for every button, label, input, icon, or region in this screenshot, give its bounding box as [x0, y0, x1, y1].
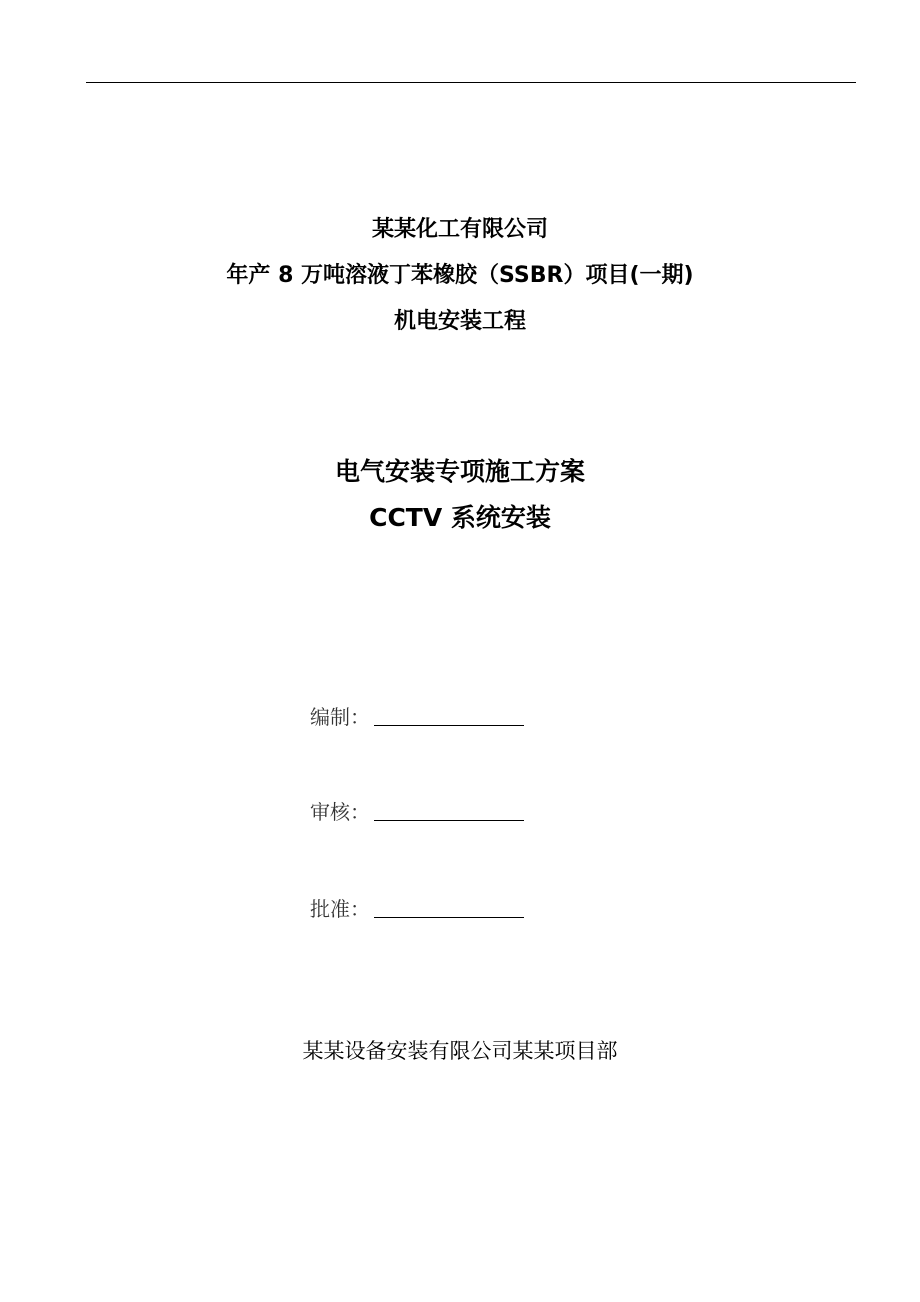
approve-signature-row [310, 892, 524, 922]
compile-label: 编制： [310, 705, 370, 729]
plan-subtitle: CCTV 系统安装 [369, 503, 551, 532]
plan-title-block [0, 454, 920, 546]
company-name: 某某化工有限公司 [371, 217, 548, 242]
plan-title: 电气安装专项施工方案 [334, 457, 585, 486]
approve-label: 批准： [310, 897, 370, 921]
review-label: 审核： [310, 800, 370, 824]
project-name: 年产 8 万吨溶液丁苯橡胶（SSBR）项目(一期) [226, 263, 694, 288]
compile-signature-row [310, 700, 524, 730]
company-title-block [0, 214, 920, 352]
compile-signature-line [374, 725, 524, 726]
approve-signature-line [374, 917, 524, 918]
review-signature-row [310, 795, 524, 825]
header-rule [86, 82, 856, 83]
footer-organization: 某某设备安装有限公司某某项目部 [302, 1039, 618, 1063]
review-signature-line [374, 820, 524, 821]
engineering-name: 机电安装工程 [393, 309, 526, 334]
